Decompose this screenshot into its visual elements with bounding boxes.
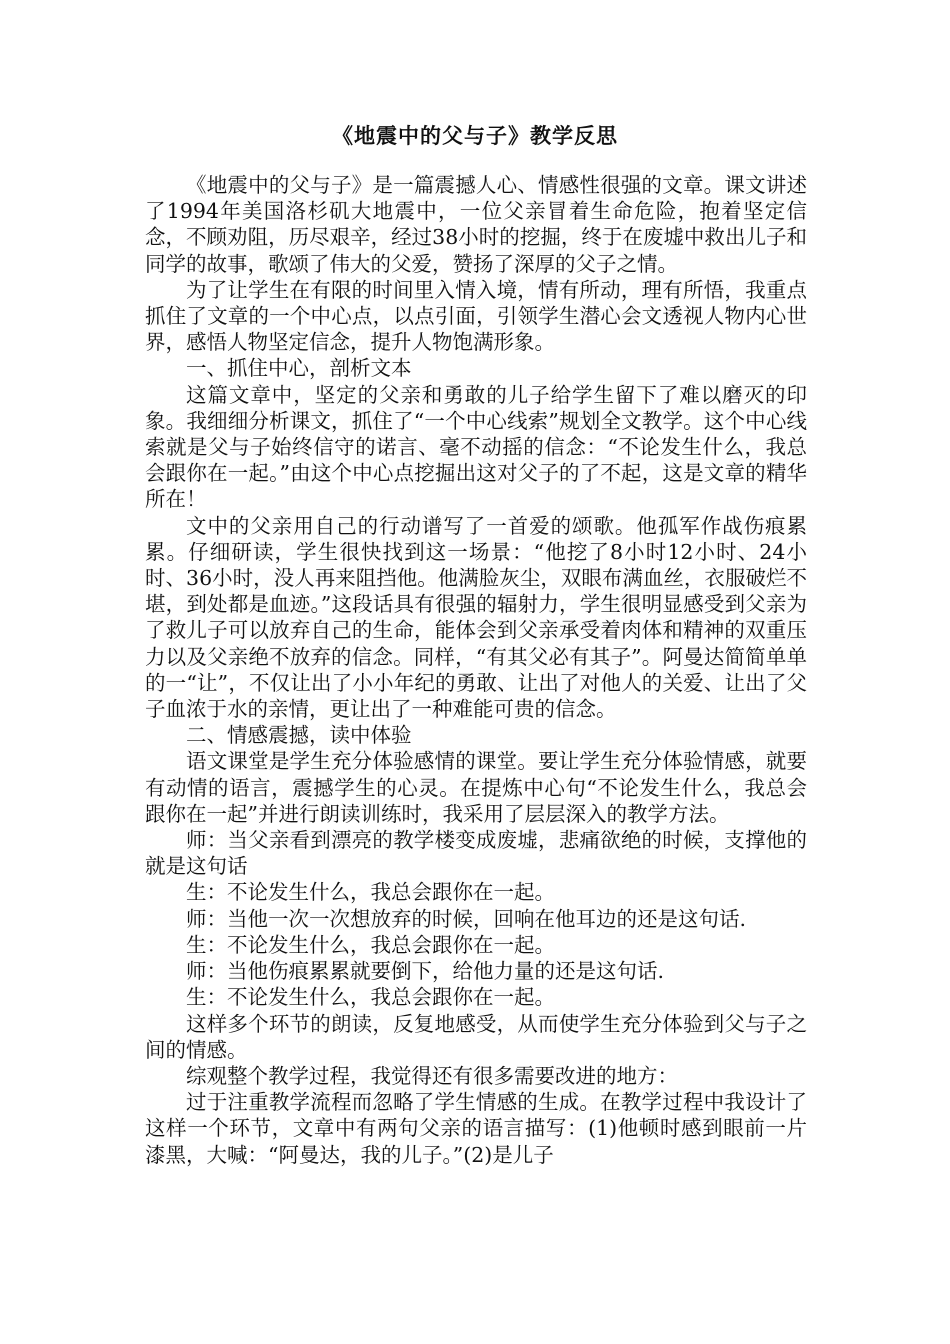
paragraph: 综观整个教学过程，我觉得还有很多需要改进的地方：: [186, 1063, 678, 1088]
section-heading: 一、抓住中心，剖析文本: [186, 356, 412, 381]
paragraph: 这样多个环节的朗读，反复地感受，从而使学生充分体验到父与子之间的情感。: [145, 1011, 807, 1062]
dialogue-line: 师：当他一次一次想放弃的时候，回响在他耳边的还是这句话.: [186, 906, 747, 931]
dialogue-line: 生：不论发生什么，我总会跟你在一起。: [186, 985, 555, 1010]
paragraph: 这篇文章中，坚定的父亲和勇敢的儿子给学生留下了难以磨灭的印象。我细细分析课文，抓住了“一个中心线索”规划全文教学。这个中心线索就是父与子始终信守的诺言、毫不动摇的信念：“不论发生什么，我总会跟你在一起。”由这个中心点挖掘出这对父子的了不起，这是文章的精华所在！: [145, 382, 807, 512]
section-heading: 二、情感震撼，读中体验: [186, 723, 412, 748]
paragraph: 过于注重教学流程而忽略了学生情感的生成。在教学过程中我设计了这样一个环节，文章中有两句父亲的语言描写：(1)他顿时感到眼前一片漆黑，大喊：“阿曼达，我的儿子。”(2)是儿子: [145, 1090, 807, 1167]
paragraph: 《地震中的父与子》是一篇震撼人心、情感性很强的文章。课文讲述了1994年美国洛杉矶大地震中，一位父亲冒着生命危险，抱着坚定信念，不顾劝阻，历尽艰辛，经过38小时的挖掘，终于在废墟中救出儿子和同学的故事，歌颂了伟大的父爱，赞扬了深厚的父子之情。: [145, 173, 807, 276]
paragraph: 文中的父亲用自己的行动谱写了一首爱的颂歌。他孤军作战伤痕累累。仔细研读，学生很快找到这一场景：“他挖了8小时12小时、24小时、36小时，没人再来阻挡他。他满脸灰尘，双眼布满血丝，衣服破烂不堪，到处都是血迹。”这段话具有很强的辐射力，学生很明显感受到父亲为了救儿子可以放弃自己的生命，能体会到父亲承受着肉体和精神的双重压力以及父亲绝不放弃的信念。同样，“有其父必有其子”。阿曼达简简单单的一“让”，不仅让出了小小年纪的勇敢、让出了对他人的关爱、让出了父子血浓于水的亲情，更让出了一种难能可贵的信念。: [145, 513, 807, 722]
paragraph: 语文课堂是学生充分体验感情的课堂。要让学生充分体验情感，就要有动情的语言，震撼学生的心灵。在提炼中心句“不论发生什么，我总会跟你在一起”并进行朗读训练时，我采用了层层深入的教学方法。: [145, 749, 807, 826]
dialogue-line: 师：当他伤痕累累就要倒下，给他力量的还是这句话.: [186, 959, 665, 984]
document-body: [145, 172, 807, 1168]
document-title: 《地震中的父与子》教学反思: [332, 123, 618, 148]
dialogue-line: 生：不论发生什么，我总会跟你在一起。: [186, 880, 555, 905]
dialogue-line: 师：当父亲看到漂亮的教学楼变成废墟，悲痛欲绝的时候，支撑他的就是这句话: [145, 828, 807, 879]
dialogue-line: 生：不论发生什么，我总会跟你在一起。: [186, 932, 555, 957]
paragraph: 为了让学生在有限的时间里入情入境，情有所动，理有所悟，我重点抓住了文章的一个中心点，以点引面，引领学生潜心会文透视人物内心世界，感悟人物坚定信念，提升人物饱满形象。: [145, 277, 807, 355]
